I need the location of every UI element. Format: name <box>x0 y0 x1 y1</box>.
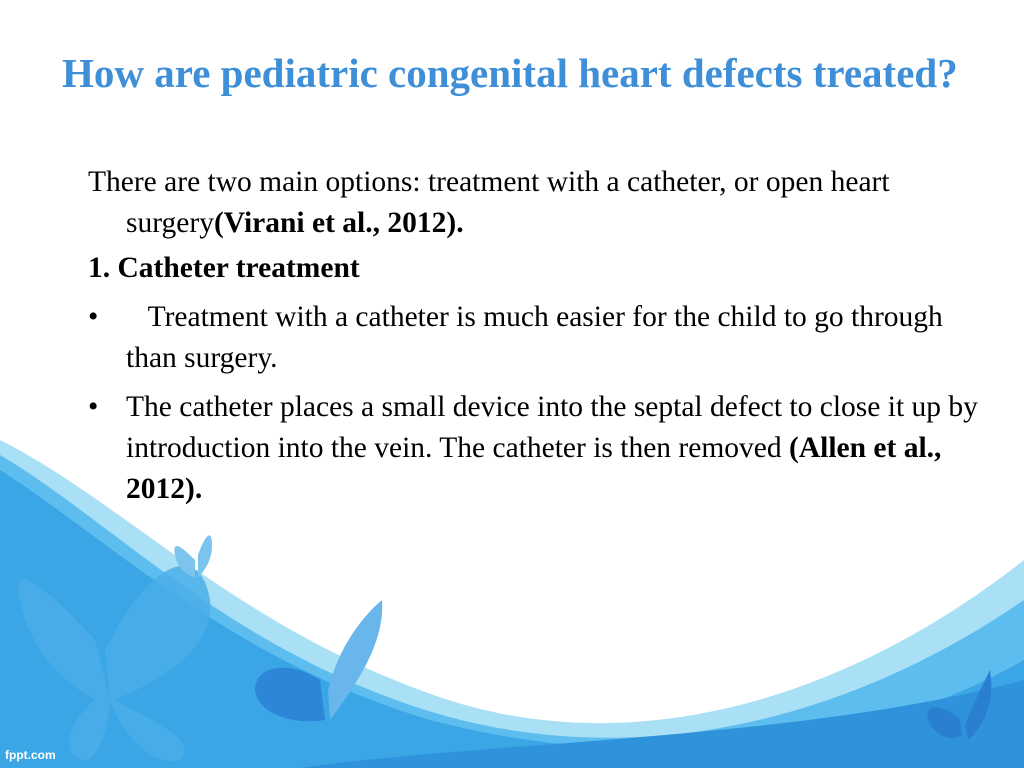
intro-paragraph <box>88 162 978 244</box>
bullet-text: Treatment with a catheter is much easier for the child to go through than surgery. <box>126 301 951 374</box>
fppt-logo: fppt.com <box>5 748 56 762</box>
intro-citation: (Virani et al., 2012). <box>213 207 464 239</box>
bullet-item <box>88 297 978 379</box>
intro-text: There are two main options: treatment with a catheter, or open heart surgery <box>88 166 890 239</box>
bullet-citation: (Allen et al., 2012). <box>126 432 942 505</box>
bullet-icon: • <box>88 301 99 333</box>
section-heading: 1. Catheter treatment <box>88 252 360 284</box>
slide-title: How are pediatric congenital heart defects treated? <box>62 50 958 96</box>
bullet-text: The catheter places a small device into the septal defect to close it up by introduction into the vein. The catheter is then removed <box>126 391 978 464</box>
bullet-item <box>88 387 978 510</box>
slide-body <box>88 162 978 510</box>
bullet-icon: • <box>88 391 99 423</box>
